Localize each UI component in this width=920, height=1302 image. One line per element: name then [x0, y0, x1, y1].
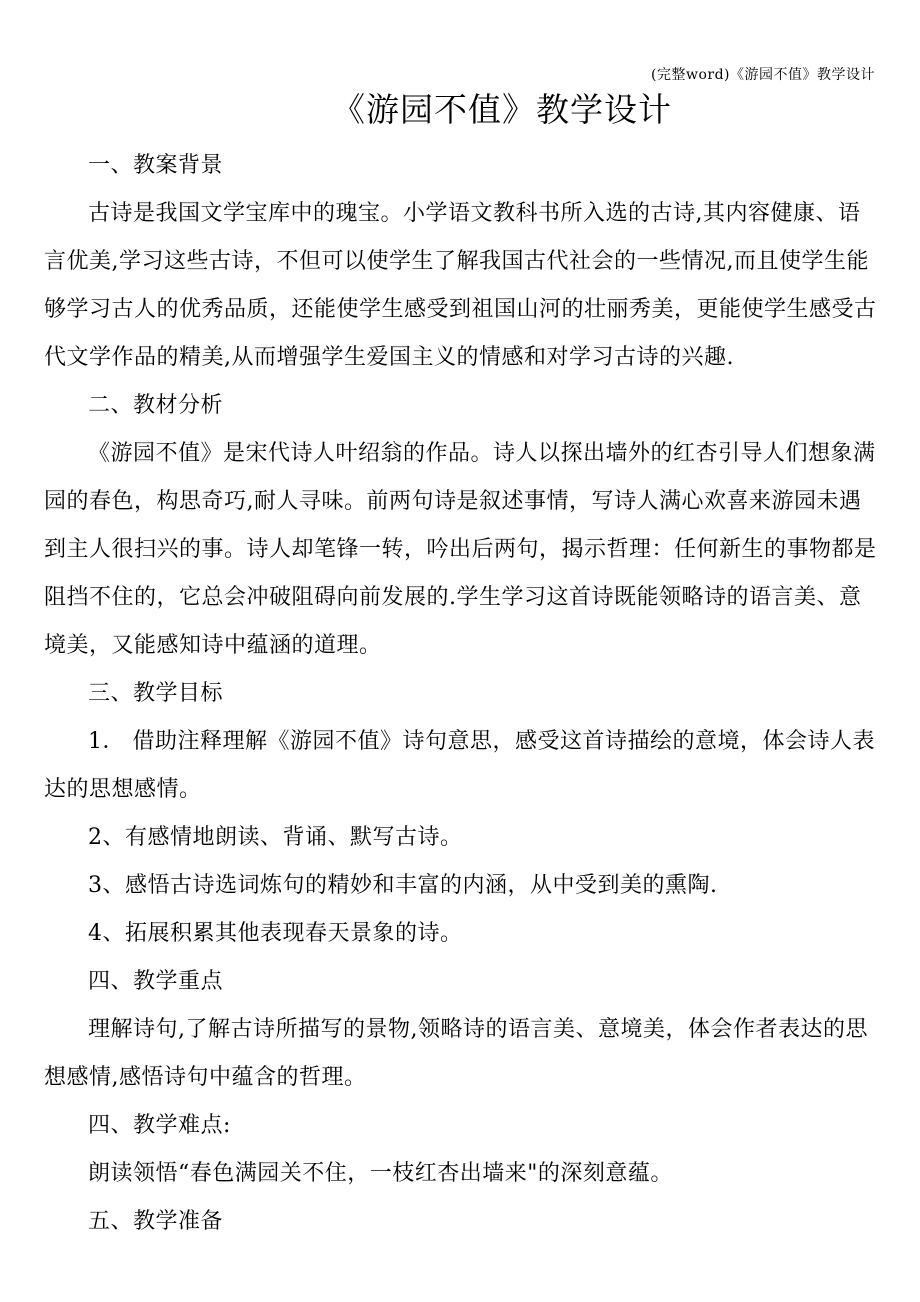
list-item: 4、拓展积累其他表现春天景象的诗。: [88, 921, 463, 946]
list-item: 3、感悟古诗选词炼句的精妙和丰富的内涵，从中受到美的熏陶.: [88, 873, 718, 898]
section-heading: 三、教学目标: [88, 681, 224, 706]
list-item: 1． 借助注释理解《游园不值》诗句意思，感受这首诗描绘的意境，体会诗人表达的思想感情。: [44, 729, 875, 802]
paragraph: 《游园不值》是宋代诗人叶绍翁的作品。诗人以探出墙外的红杏引导人们想象满园的春色，构思奇巧,耐人寻味。前两句诗是叙述事情，写诗人满心欢喜来游园未遇到主人很扫兴的事。诗人却笔锋一转，吟出后两句，揭示哲理：任何新生的事物都是阻挡不住的，它总会冲破阻碍向前发展的.学生学习这首诗既能领略诗的语言美、意境美，又能感知诗中蕴涵的道理。: [44, 441, 877, 658]
paragraph: 理解诗句,了解古诗所描写的景物,领略诗的语言美、意境美，体会作者表达的思想感情,感悟诗句中蕴含的哲理。: [44, 1017, 868, 1090]
section-heading: 四、教学难点:: [88, 1113, 231, 1138]
list-item: 2、有感情地朗读、背诵、默写古诗。: [88, 825, 463, 850]
paragraph: 朗读领悟“春色满园关不住，一枝红杏出墙来"的深刻意蕴。: [88, 1161, 673, 1186]
section-heading: 一、教案背景: [88, 153, 224, 178]
section-heading: 五、教学准备: [88, 1209, 224, 1234]
section-heading: 四、教学重点: [88, 969, 224, 994]
paragraph: 古诗是我国文学宝库中的瑰宝。小学语文教科书所入选的古诗,其内容健康、语言优美,学习这些古诗，不但可以使学生了解我国古代社会的一些情况,而且使学生能够学习古人的优秀品质，还能使学生感受到祖国山河的壮丽秀美，更能使学生感受古代文学作品的精美,从而增强学生爱国主义的情感和对学习古诗的兴趣.: [44, 201, 877, 370]
page-header: (完整word)《游园不值》教学设计: [651, 67, 875, 83]
document-title: 《游园不值》教学设计: [332, 90, 672, 129]
document-body: [44, 142, 880, 1246]
section-heading: 二、教材分析: [88, 393, 224, 418]
